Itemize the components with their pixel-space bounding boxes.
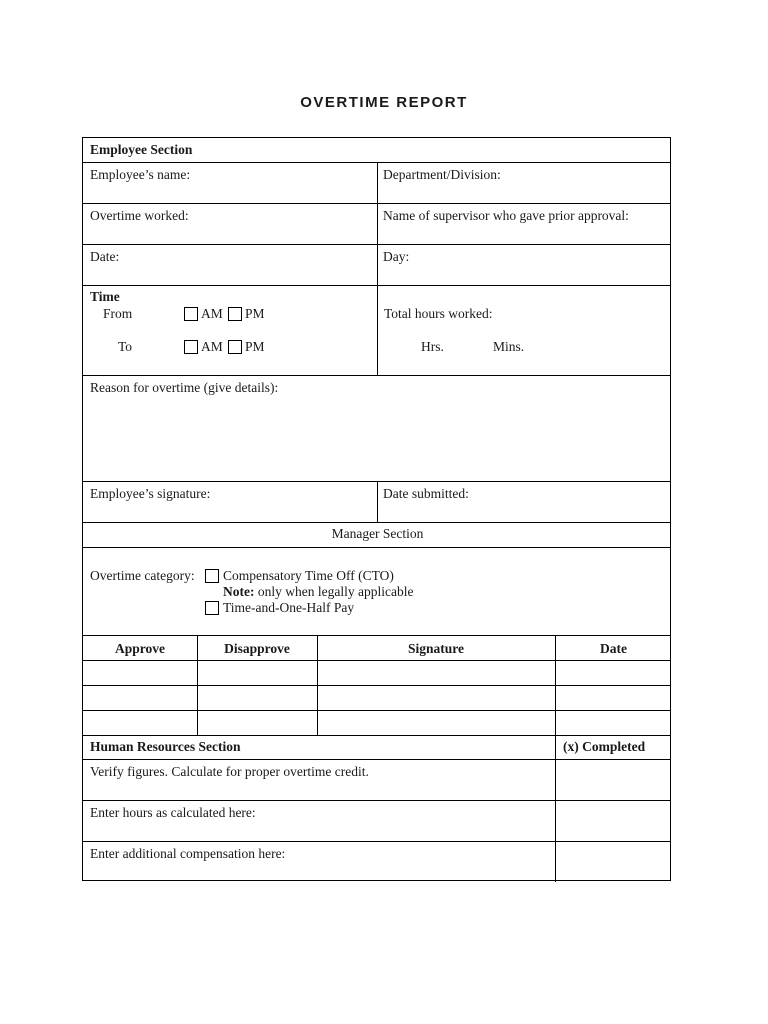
column-divider [377, 481, 378, 522]
from-label: From [103, 306, 133, 321]
reason-field[interactable]: Reason for overtime (give details): [90, 380, 279, 395]
cto-note [223, 584, 413, 600]
from-am-checkbox[interactable] [184, 307, 198, 321]
date-field[interactable]: Date: [90, 249, 120, 264]
to-label: To [118, 339, 133, 354]
divider [83, 759, 670, 760]
date-column-header: Date [600, 641, 627, 656]
overtime-category-label: Overtime category: [90, 568, 195, 583]
cto-option-label: Compensatory Time Off (CTO) [223, 568, 394, 583]
divider [83, 547, 670, 548]
note-label: Note: [223, 584, 255, 599]
from-pm-label: PM [245, 306, 265, 321]
column-divider [377, 162, 378, 375]
divider [83, 841, 670, 842]
to-am-label: AM [201, 339, 223, 354]
from-pm-checkbox[interactable] [228, 307, 242, 321]
note-text: only when legally applicable [257, 584, 414, 599]
cto-checkbox[interactable] [205, 569, 219, 583]
divider [83, 375, 670, 376]
employee-name-field[interactable]: Employee’s name: [90, 167, 191, 182]
hr-hours-row: Enter hours as calculated here: [90, 805, 256, 820]
disapprove-column-header: Disapprove [224, 641, 290, 656]
divider [83, 660, 670, 661]
department-field[interactable]: Department/Division: [383, 167, 501, 182]
page-title: OVERTIME REPORT [300, 94, 468, 111]
divider [83, 800, 670, 801]
approve-column-header: Approve [114, 641, 165, 656]
to-am-checkbox[interactable] [184, 340, 198, 354]
to-pm-checkbox[interactable] [228, 340, 242, 354]
divider [83, 635, 670, 636]
completed-column-header: (x) Completed [563, 739, 646, 754]
hr-section-label: Human Resources Section [90, 739, 241, 754]
from-am-label: AM [201, 306, 223, 321]
day-field[interactable]: Day: [383, 249, 410, 264]
hr-compensation-row: Enter additional compensation here: [90, 846, 286, 861]
time-and-half-option-label: Time-and-One-Half Pay [223, 600, 355, 615]
minutes-field[interactable]: Mins. [493, 339, 525, 354]
overtime-form [82, 137, 671, 881]
column-divider [555, 635, 556, 882]
divider [83, 710, 670, 711]
to-pm-label: PM [245, 339, 265, 354]
employee-signature-field[interactable]: Employee’s signature: [90, 486, 211, 501]
signature-column-header: Signature [407, 641, 464, 656]
manager-section-label: Manager Section [331, 526, 424, 541]
time-label: Time [90, 289, 120, 304]
divider [83, 522, 670, 523]
employee-section-label: Employee Section [90, 142, 193, 157]
supervisor-field[interactable]: Name of supervisor who gave prior approval: [383, 208, 629, 223]
date-submitted-field[interactable]: Date submitted: [383, 486, 469, 501]
overtime-worked-field[interactable]: Overtime worked: [90, 208, 189, 223]
hours-field[interactable]: Hrs. [421, 339, 444, 354]
time-and-half-checkbox[interactable] [205, 601, 219, 615]
divider [83, 735, 670, 736]
total-hours-label: Total hours worked: [384, 306, 493, 321]
hr-verify-row: Verify figures. Calculate for proper overtime credit. [90, 764, 369, 779]
divider [83, 685, 670, 686]
